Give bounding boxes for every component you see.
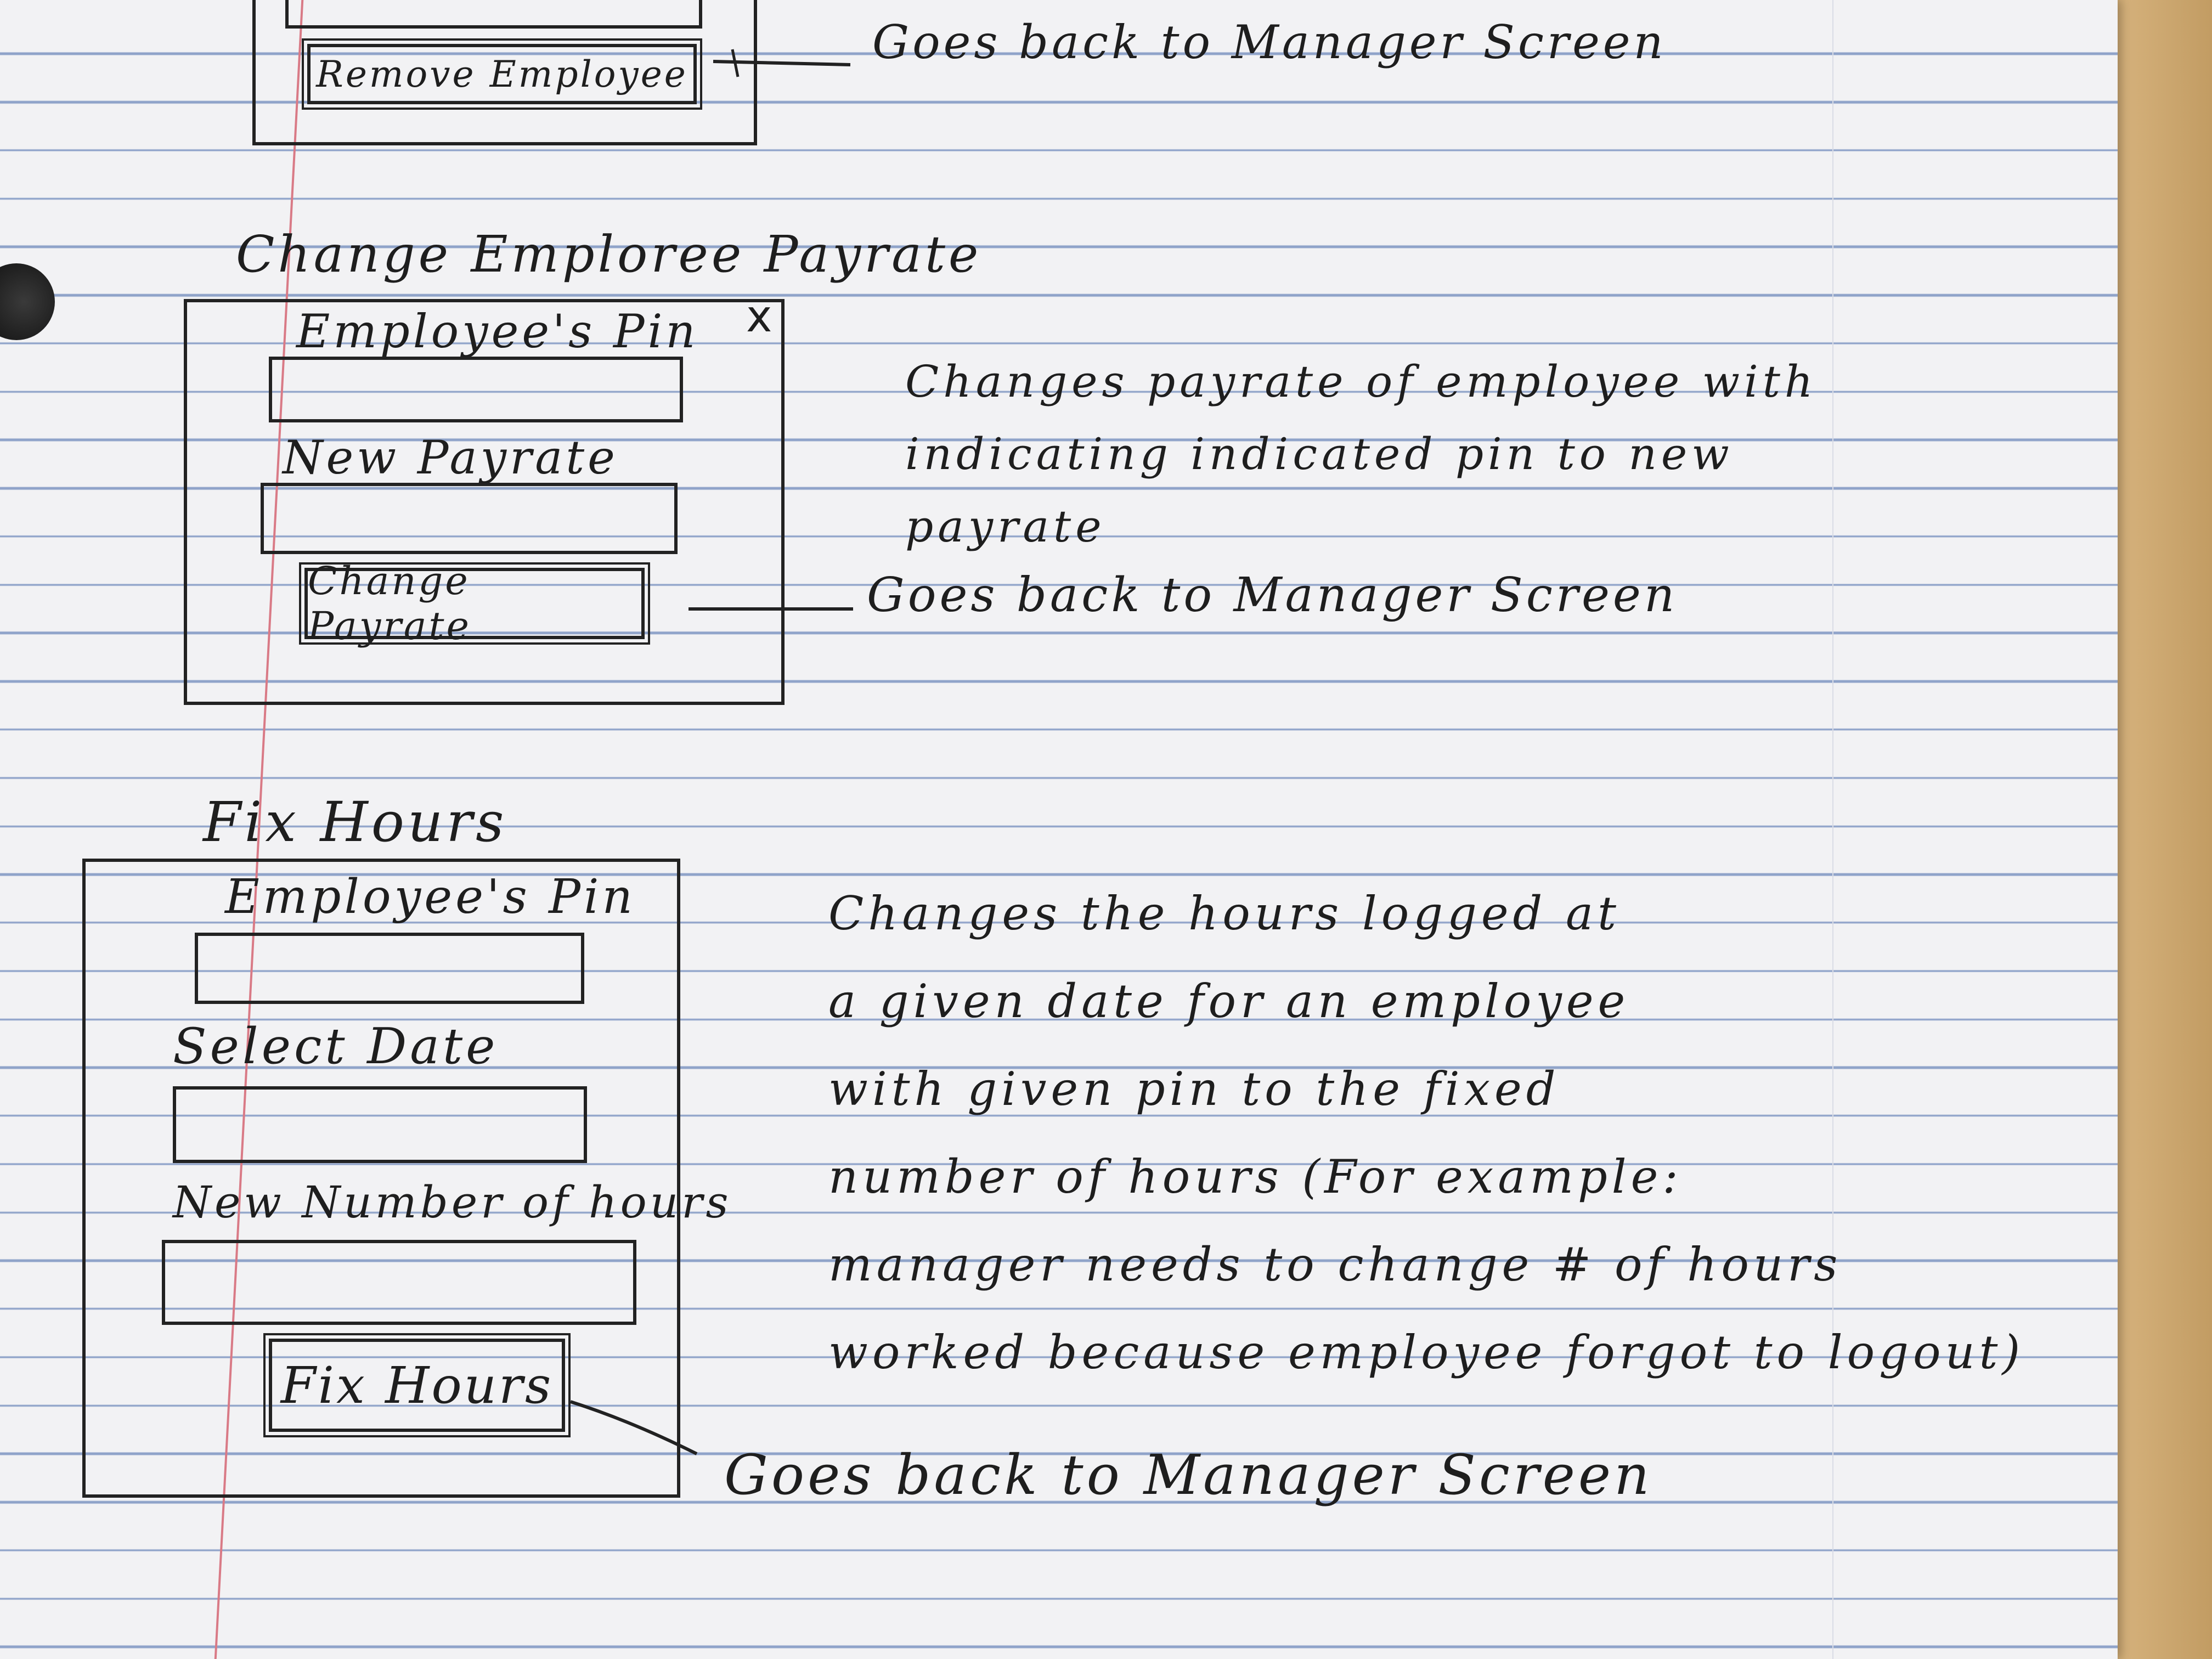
change-payrate-button[interactable]: Change Payrate — [304, 568, 645, 639]
description-line: Changes payrate of employee with — [905, 356, 1818, 407]
select-date-label: Select Date — [173, 1018, 499, 1075]
payrate-pin-label: Employee's Pin — [296, 304, 699, 358]
description-line: with given pin to the fixed — [828, 1062, 1560, 1116]
description-line: Changes the hours logged at — [828, 887, 1621, 940]
fix-hours-title: Fix Hours — [203, 790, 507, 854]
description-line: worked because employee forgot to logout) — [828, 1325, 2025, 1379]
fix-hours-note: Goes back to Manager Screen — [724, 1443, 1653, 1507]
description-line: number of hours (For example: — [828, 1150, 1683, 1204]
description-line: payrate — [905, 501, 1106, 552]
fix-hours-pin-label: Employee's Pin — [225, 870, 636, 924]
description-line: indicating indicated pin to new — [905, 428, 1734, 479]
new-payrate-label: New Payrate — [283, 431, 618, 484]
remove-employee-note: Goes back to Manager Screen — [872, 15, 1667, 69]
fix-hours-button[interactable]: Fix Hours — [269, 1339, 565, 1432]
change-payrate-note: Goes back to Manager Screen — [867, 568, 1678, 623]
remove-employee-button[interactable]: Remove Employee — [307, 44, 697, 104]
fix-hours-connector — [571, 1402, 697, 1454]
description-line: manager needs to change # of hours — [828, 1238, 1842, 1291]
change-payrate-title: Change Emploree Payrate — [236, 225, 982, 284]
new-hours-label: New Number of hours — [173, 1177, 732, 1228]
close-icon[interactable]: x — [746, 291, 772, 342]
description-line: a given date for an employee — [828, 974, 1630, 1028]
